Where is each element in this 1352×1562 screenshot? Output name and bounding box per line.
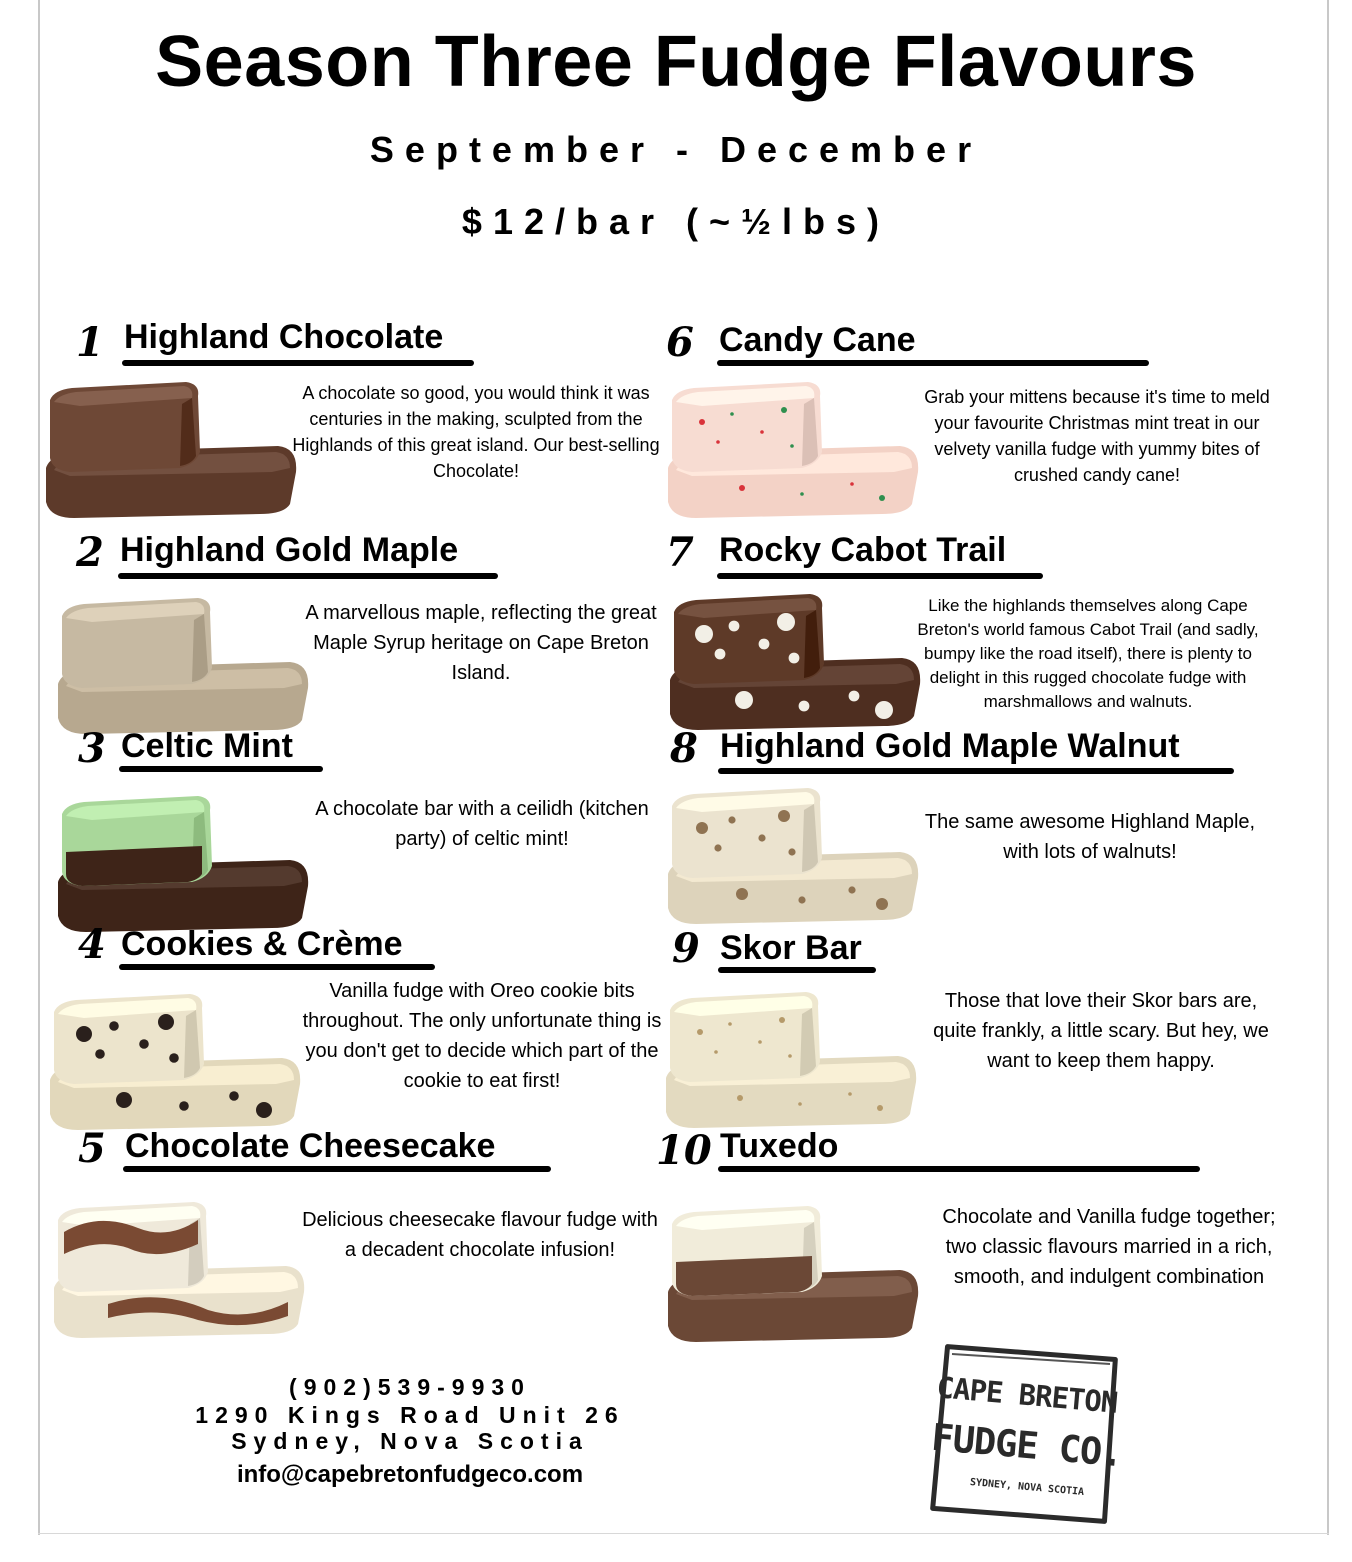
flavour-description: Delicious cheesecake flavour fudge with a decadent chocolate infusion! — [302, 1209, 658, 1261]
flavour-name: Chocolate Cheesecake — [125, 1127, 496, 1165]
fudge-image — [52, 786, 314, 936]
flavour-name: Skor Bar — [720, 929, 862, 967]
flavour-name: Candy Cane — [719, 321, 916, 359]
stamp-line-3: SYDNEY, NOVA SCOTIA — [969, 1477, 1085, 1498]
fudge-image — [660, 982, 922, 1132]
flavour-description: Chocolate and Vanilla fudge together; two classic flavours married in a rich, smooth, and indulgent combination — [942, 1206, 1276, 1288]
price-per-bar: $12/bar (~½lbs) — [461, 201, 891, 242]
flavour-underline — [718, 1166, 1200, 1172]
cape-breton-fudge-stamp-logo — [924, 1338, 1130, 1530]
stamp-line-2: FUDGE CO. — [929, 1415, 1125, 1476]
flavour-description: Vanilla fudge with Oreo cookie bits throughout. The only unfortunate thing is you don't get to decide which part of the cookie to eat first! — [302, 980, 662, 1092]
season-dates: September - December — [369, 129, 983, 170]
flavour-description: The same awesome Highland Maple, with lots of walnuts! — [924, 811, 1256, 863]
flavour-number: 10 — [656, 1127, 712, 1174]
flavour-description: A marvellous maple, reflecting the great Maple Syrup heritage on Cape Breton Island. — [305, 602, 657, 684]
flavour-description: A chocolate so good, you would think it was centuries in the making, sculpted from the Highlands of this great island. Our best-selling Chocolate! — [292, 383, 660, 481]
flavour-number: 9 — [672, 925, 700, 972]
flavour-name: Highland Chocolate — [124, 318, 444, 356]
flavour-underline — [123, 1166, 551, 1172]
flavour-number: 5 — [78, 1125, 106, 1172]
page-edge-bottom — [38, 1533, 1329, 1534]
flavour-underline — [119, 964, 435, 970]
flavour-number: 7 — [666, 529, 694, 576]
flavour-underline — [118, 573, 498, 579]
flavour-number: 1 — [76, 319, 104, 366]
flavour-number: 8 — [670, 725, 698, 772]
flavour-underline — [119, 766, 323, 772]
page-title: Season Three Fudge Flavours — [155, 22, 1197, 102]
fudge-image — [44, 984, 306, 1134]
flavour-name: Rocky Cabot Trail — [719, 531, 1007, 569]
contact-address-line1: 1290 Kings Road Unit 26 — [195, 1402, 625, 1428]
flavour-number: 2 — [76, 529, 104, 576]
contact-email: info@capebretonfudgeco.com — [236, 1461, 584, 1488]
fudge-image — [662, 372, 924, 522]
flavour-description: A chocolate bar with a ceilidh (kitchen party) of celtic mint! — [315, 798, 649, 850]
flavour-name: Celtic Mint — [121, 727, 293, 765]
flavour-underline — [717, 360, 1149, 366]
fudge-image — [40, 372, 302, 522]
fudge-image — [664, 584, 926, 734]
flavour-number: 4 — [78, 921, 106, 968]
flavour-underline — [122, 360, 474, 366]
fudge-image — [662, 778, 924, 928]
fudge-image — [52, 588, 314, 738]
flavour-description: Grab your mittens because it's time to meld your favourite Christmas mint treat in our velvety vanilla fudge with yummy bites of crushed candy cane! — [924, 387, 1270, 485]
flavour-number: 6 — [666, 319, 694, 366]
contact-address-line2: Sydney, Nova Scotia — [231, 1428, 589, 1454]
fudge-image — [48, 1192, 310, 1342]
flavour-description: Like the highlands themselves along Cape Breton's world famous Cabot Trail (and sadly, bumpy like the road itself), there is plenty to delight in this rugged chocolate fudge with marshmallows and walnuts. — [917, 596, 1259, 711]
flavour-number: 3 — [78, 725, 106, 772]
fudge-image — [662, 1196, 924, 1346]
flavour-name: Tuxedo — [720, 1127, 839, 1165]
flavour-description: Those that love their Skor bars are, quite frankly, a little scary. But hey, we want to keep them happy. — [933, 990, 1269, 1072]
stamp-line-1: CAPE BRETON — [935, 1370, 1119, 1420]
flavour-name: Highland Gold Maple Walnut — [720, 727, 1180, 765]
flavour-underline — [718, 967, 876, 973]
flavour-name: Highland Gold Maple — [120, 531, 459, 569]
contact-phone: (902)539-9930 — [289, 1374, 531, 1400]
flavour-name: Cookies & Crème — [121, 925, 403, 963]
flavour-underline — [717, 573, 1043, 579]
flavour-underline — [718, 768, 1234, 774]
